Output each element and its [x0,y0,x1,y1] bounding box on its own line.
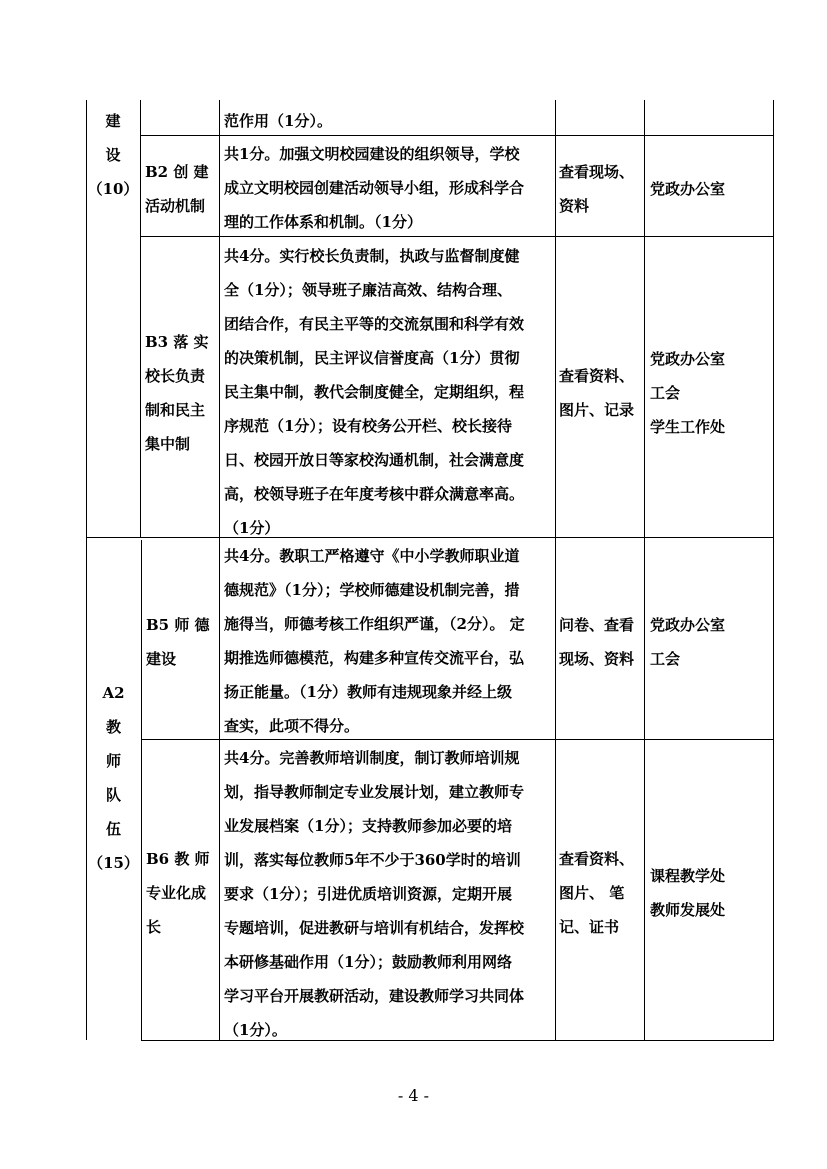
cell-line: 团结合作，有民主平等的交流氛围和科学有效 [224,315,525,333]
cell-line: 长 [146,918,162,936]
cell-line: 工会 [650,650,681,668]
cell-line: 校长负责 [145,367,206,385]
cell-line: 教 [105,718,121,736]
cell-line: 学习平台开展教研活动，建设教师学习共同体 [224,987,525,1005]
cell-line: B6 教 师 [146,850,210,868]
cell-line: 建 [105,112,121,130]
cell-line: 师 [105,752,121,770]
cell-line: 图片、记录 [559,401,635,419]
cell-line: 图片、 笔 [559,884,625,902]
row3-content [224,539,525,743]
table-line [644,100,645,1040]
cell-line: 工会 [650,384,681,402]
cell-line: 要求（1分）；引进优质培训资源，定期开展 [224,885,512,903]
row1-item [145,155,209,223]
row3-method [559,608,634,676]
table-line [141,540,142,1040]
row2-dept [650,342,725,444]
cell-line: 的决策机制，民主评议信誉度高（1分）贯彻 [224,349,520,367]
cell-line: 查看资料、 [559,367,635,385]
cell-line: 期推选师德模范，构建多种宣传交流平台，弘 [224,649,525,667]
cell-line: 共4分。实行校长负责制，执政与监督制度健 [224,247,520,265]
row1-dept [650,172,725,206]
table-line [219,100,220,1040]
cell-line: （15） [88,854,139,872]
cell-line: 集中制 [145,435,191,453]
cell-line: 共4分。完善教师培训制度，制订教师培训规 [224,749,520,767]
cell-line: 扬正能量。（1分）教师有违规现象并经上级 [224,683,512,701]
cell-line: 德规范》（1分）；学校师德建设机制完善，措 [224,581,520,599]
cell-line: 制和民主 [145,401,206,419]
cell-line: 查看现场、 [559,163,635,181]
cell-line: 查看资料、 [559,850,635,868]
row1-content [224,137,524,239]
page-number: - 4 - [397,1086,430,1105]
table-line [773,100,774,1040]
cell-line: B5 师 德 [146,616,210,634]
row4-item [146,842,210,944]
cell-line: 成立文明校园创建活动领导小组，形成科学合 [224,179,525,197]
a1-category-tail [86,104,140,206]
cell-line: B3 落 实 [145,333,209,351]
table-line [555,100,556,1040]
row2-content [224,239,524,545]
cell-line: 日、校园开放日等家校沟通机制，社会满意度 [224,451,525,469]
cell-line: 查实，此项不得分。 [224,717,360,735]
row1-method [559,155,634,223]
cell-line: 伍 [105,820,121,838]
cell-line: 共4分。教职工严格遵守《中小学教师职业道 [224,547,520,565]
cell-line: B2 创 建 [145,163,209,181]
cell-line: 问卷、查看 [559,616,635,634]
row2-item [145,325,209,461]
cell-line: 划，指导教师制定专业发展计划，建立教师专 [224,783,525,801]
cell-line: 理的工作体系和机制。（1分） [224,213,422,231]
cell-line: 设 [105,146,121,164]
cell-line: 学生工作处 [650,418,726,436]
cell-line: 现场、资料 [559,650,635,668]
cell-line: 训，落实每位教师5年不少于360学时的培训 [224,851,521,869]
table-line [140,100,141,537]
cell-line: 共1分。加强文明校园建设的组织领导，学校 [224,145,520,163]
row4-content [224,741,524,1047]
row3-item [146,608,210,676]
row0-content [224,104,332,138]
cell-line: 高，校领导班子在年度考核中群众满意率高。 [224,485,525,503]
cell-line: 业发展档案（1分）；支持教师参加必要的培 [224,817,512,835]
cell-line: 序规范（1分）；设有校务公开栏、校长接待 [224,417,512,435]
cell-line: 课程教学处 [650,867,726,885]
cell-line: 专题培训，促进教研与培训有机结合，发挥校 [224,919,525,937]
row2-method [559,359,634,427]
cell-line: 本研修基础作用（1分）；鼓励教师利用网络 [224,953,512,971]
cell-line: 施得当，师德考核工作组织严谨，（2分）。 定 [224,615,525,633]
cell-line: 专业化成 [146,884,207,902]
row4-dept [650,859,725,927]
cell-line: 党政办公室 [650,616,726,634]
cell-line: 范作用（1分）。 [224,112,332,130]
cell-line: （1分） [224,519,280,537]
cell-line: 党政办公室 [650,180,726,198]
cell-line: 记、证书 [559,918,620,936]
cell-line: （1分）。 [224,1021,287,1039]
cell-line: 教师发展处 [650,901,726,919]
cell-line: 队 [105,786,121,804]
cell-line: A2 [102,684,125,702]
cell-line: 建设 [146,650,177,668]
table-line [86,100,87,1040]
cell-line: 活动机制 [145,197,206,215]
row3-dept [650,608,725,676]
cell-line: （10） [87,180,139,198]
cell-line: 资料 [559,197,590,215]
row4-method [559,842,634,944]
cell-line: 民主集中制，教代会制度健全，定期组织，程 [224,383,525,401]
cell-line: 全（1分）；领导班子廉洁高效、结构合理、 [224,281,512,299]
a2-category [86,676,141,880]
cell-line: 党政办公室 [650,350,726,368]
